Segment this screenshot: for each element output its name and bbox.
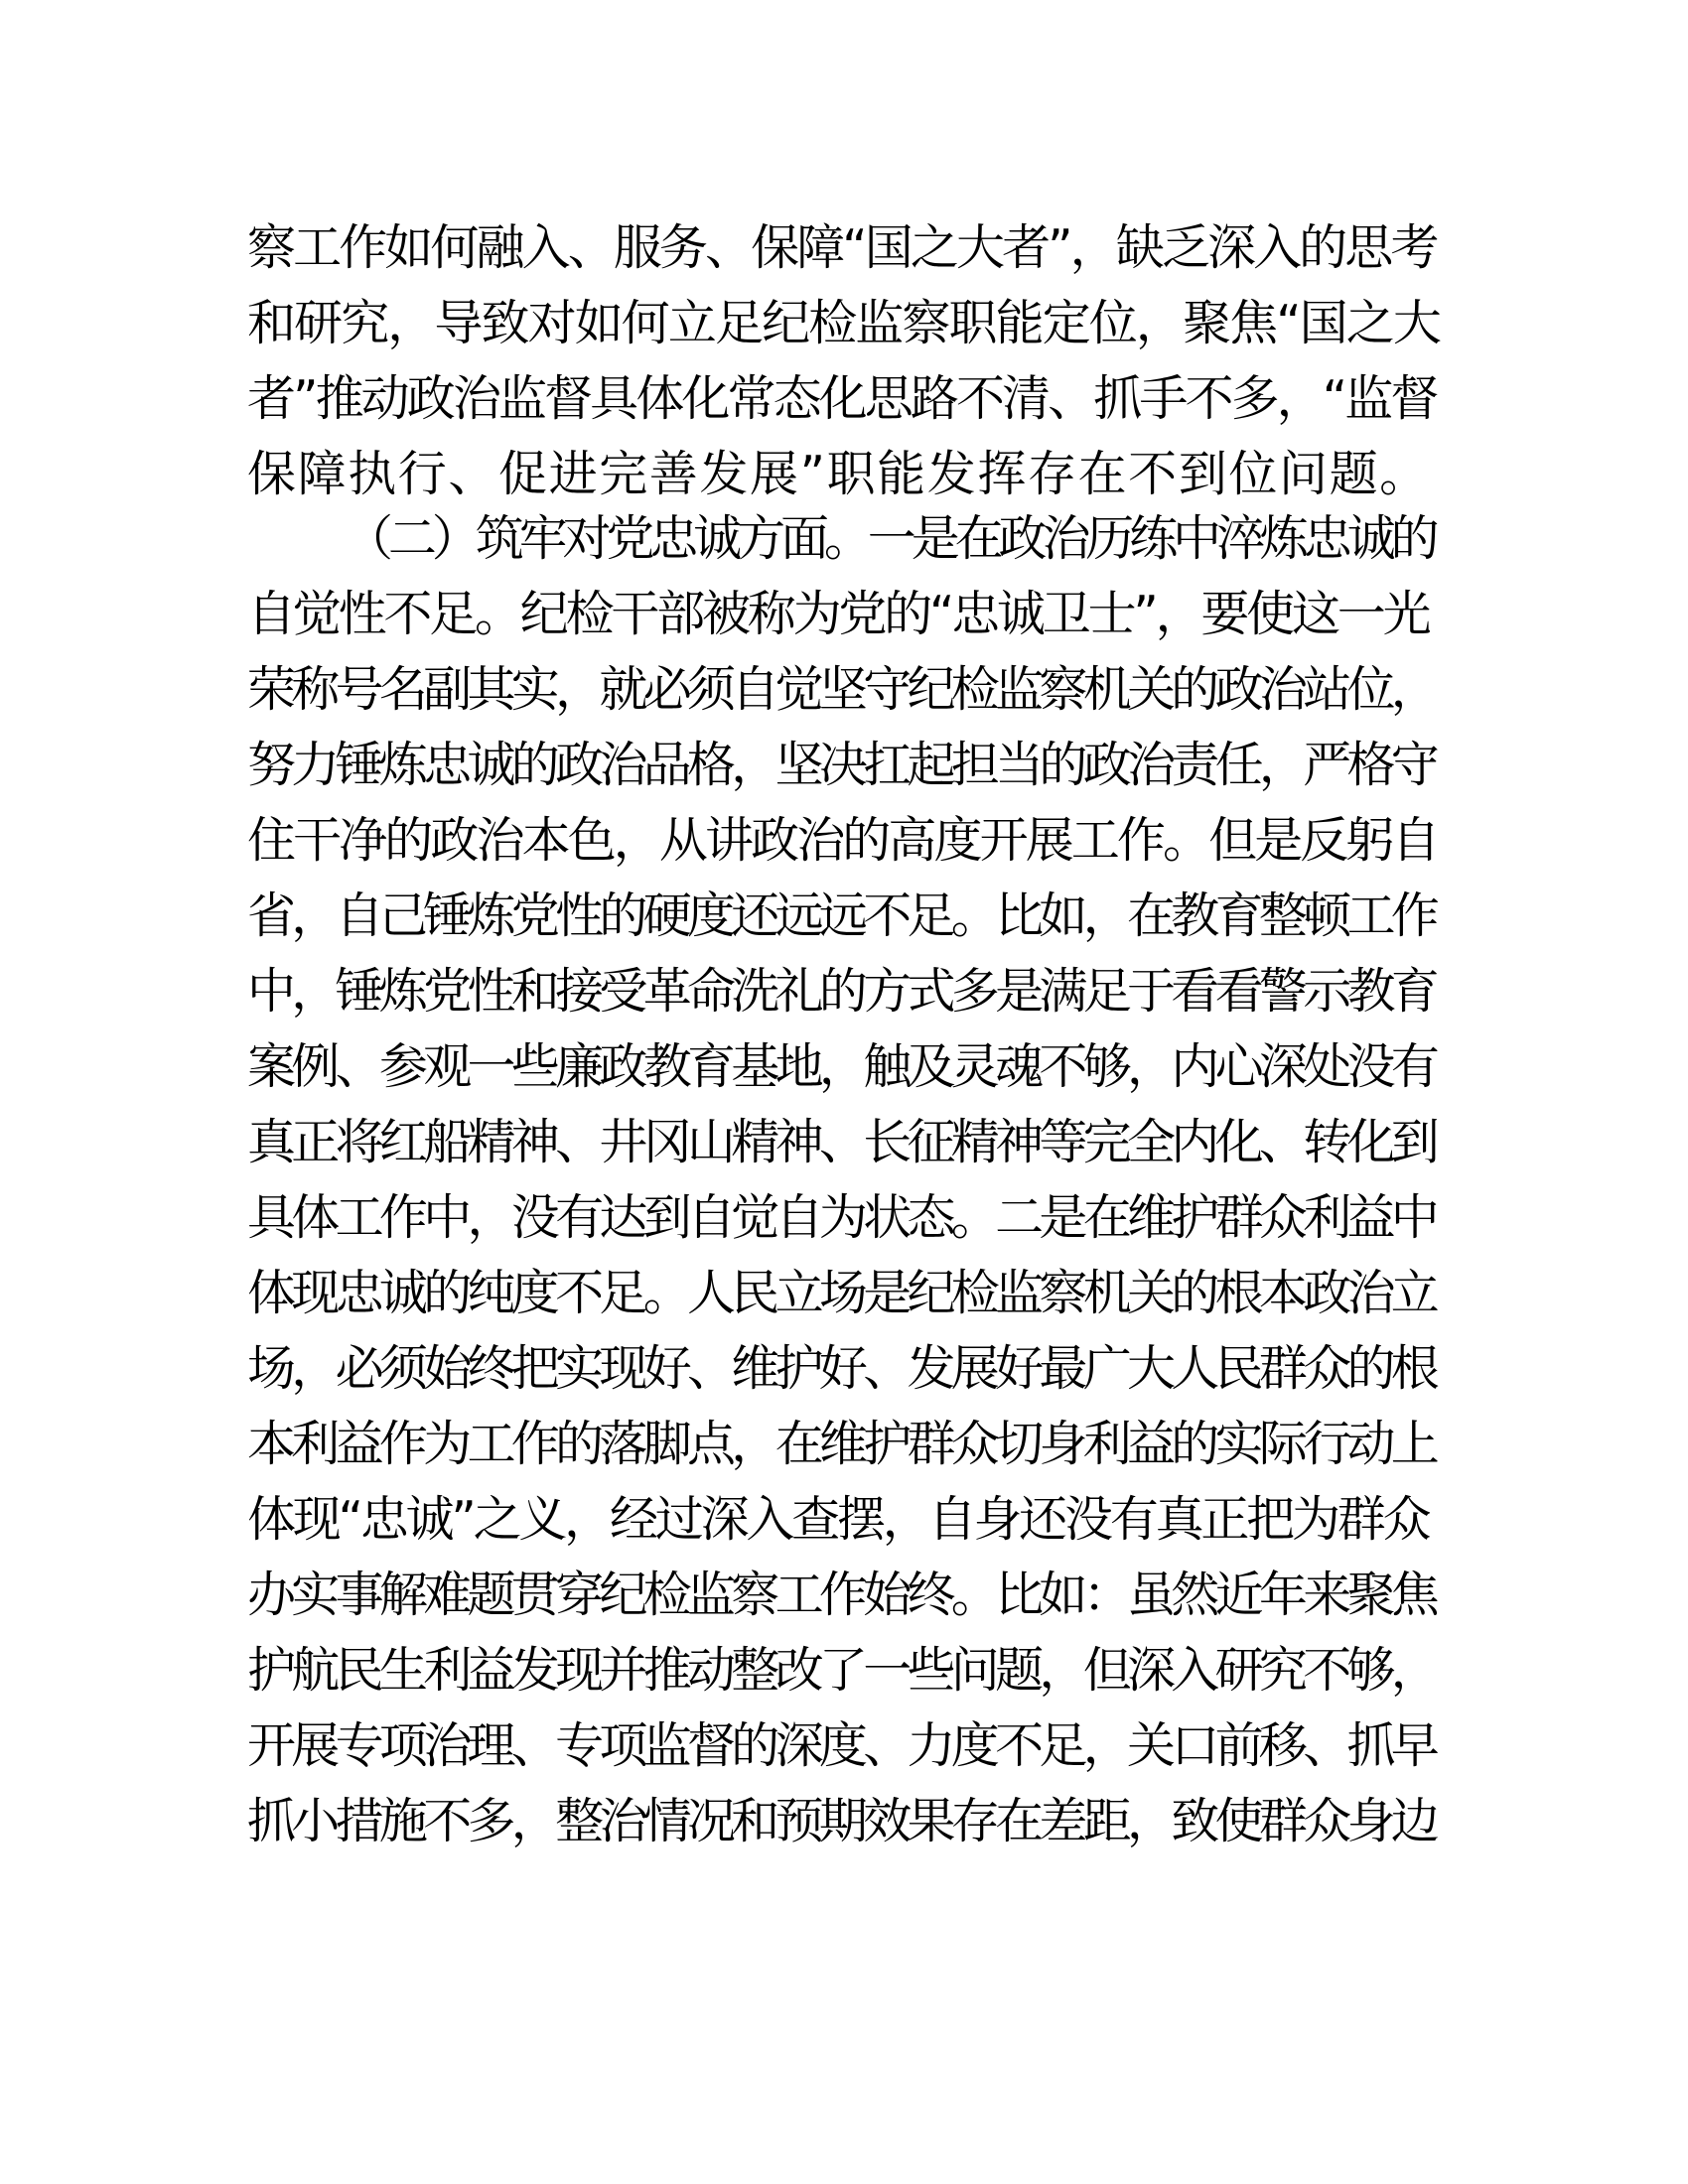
text-line: 省，自己锤炼党性的硬度还远远不足。比如，在教育整顿工作 [247, 887, 1436, 944]
text-line: 办实事解难题贯穿纪检监察工作始终。比如：虽然近年来聚焦 [247, 1567, 1436, 1623]
text-line: 抓小措施不多，整治情况和预期效果存在差距，致使群众身边 [247, 1793, 1436, 1849]
text-line: 体现“忠诚”之义，经过深入查摆，自身还没有真正把为群众 [247, 1491, 1429, 1548]
text-line: 场，必须始终把实现好、维护好、发展好最广大人民群众的根 [247, 1340, 1436, 1397]
text-line: 住干净的政治本色，从讲政治的高度开展工作。但是反躬自 [247, 812, 1438, 869]
text-line: 自觉性不足。纪检干部被称为党的“忠诚卫士”，要使这一光 [247, 586, 1429, 642]
text-line: 和研究，导致对如何立足纪检监察职能定位，聚焦“国之大 [247, 295, 1440, 351]
text-line: 察工作如何融入、服务、保障“国之大者”，缺乏深入的思考 [247, 219, 1437, 276]
text-line: 者”推动政治监督具体化常态化思路不清、抓手不多，“监督 [247, 370, 1437, 427]
text-line: 真正将红船精神、井冈山精神、长征精神等完全内化、转化到 [247, 1114, 1436, 1170]
text-line: 案例、参观一些廉政教育基地，触及灵魂不够，内心深处没有 [247, 1038, 1436, 1095]
text-line: 体现忠诚的纯度不足。人民立场是纪检监察机关的根本政治立 [247, 1265, 1436, 1321]
text-line: 荣称号名副其实，就必须自觉坚守纪检监察机关的政治站位， [247, 661, 1436, 718]
section-two-heading-line: （二）筑牢对党忠诚方面。一是在政治历练中淬炼忠诚的 [345, 510, 1435, 567]
text-line: 本利益作为工作的落脚点，在维护群众切身利益的实际行动上 [247, 1416, 1436, 1472]
text-line: 努力锤炼忠诚的政治品格，坚决扛起担当的政治责任，严格守 [247, 737, 1436, 793]
text-line: 开展专项治理、专项监督的深度、力度不足，关口前移、抓早 [247, 1717, 1436, 1774]
text-line: 护航民生利益发现并推动整改了一些问题，但深入研究不够， [247, 1642, 1436, 1699]
text-line: 中，锤炼党性和接受革命洗礼的方式多是满足于看看警示教育 [247, 963, 1436, 1020]
section-two-paragraph [247, 501, 1439, 1859]
continuation-paragraph [247, 210, 1439, 512]
text-line: 保障执行、促进完善发展”职能发挥存在不到位问题。 [247, 446, 1430, 502]
text-line: 具体工作中，没有达到自觉自为状态。二是在维护群众利益中 [247, 1189, 1436, 1246]
